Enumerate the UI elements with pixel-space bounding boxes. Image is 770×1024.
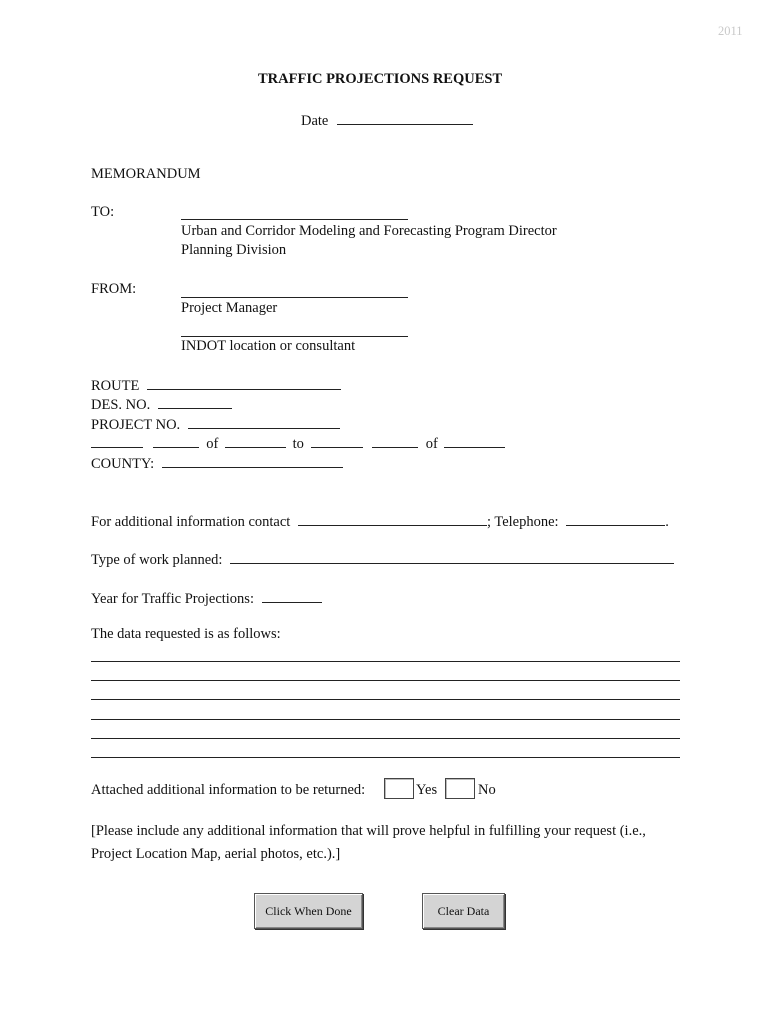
range-field-1[interactable] [91, 432, 143, 448]
from-location-field[interactable] [181, 320, 408, 337]
des-label: DES. NO. [91, 397, 151, 413]
yes-label: Yes [416, 782, 438, 798]
location-range-row [91, 432, 505, 453]
of-label-2: of [425, 436, 438, 452]
from-caption-location: INDOT location or consultant [181, 338, 356, 354]
project-row [91, 413, 340, 434]
to-field[interactable] [181, 203, 408, 220]
year-projection-label: Year for Traffic Projections: [91, 591, 254, 607]
clear-data-button[interactable]: Clear Data [422, 893, 505, 929]
to-recipient-division: Planning Division [181, 242, 287, 258]
route-field[interactable] [147, 374, 341, 390]
year-projection-row [91, 587, 322, 608]
range-field-5[interactable] [372, 432, 418, 448]
telephone-label: ; Telephone: [486, 514, 559, 530]
data-requested-label: The data requested is as follows: [91, 626, 281, 642]
memorandum-heading: MEMORANDUM [91, 166, 201, 182]
data-line-1[interactable] [91, 661, 680, 662]
from-name-field[interactable] [181, 281, 408, 298]
contact-period: . [665, 514, 669, 530]
des-field[interactable] [158, 393, 232, 409]
des-row [91, 393, 232, 414]
to-range-label: to [292, 436, 304, 452]
to-label: TO: [91, 204, 115, 220]
data-line-5[interactable] [91, 738, 680, 739]
to-recipient-title: Urban and Corridor Modeling and Forecasting Program Director [181, 223, 557, 239]
contact-field[interactable] [298, 510, 487, 526]
route-label: ROUTE [91, 378, 140, 394]
from-caption-project-manager: Project Manager [181, 300, 278, 316]
range-field-2[interactable] [153, 432, 199, 448]
county-label: COUNTY: [91, 456, 155, 472]
data-line-3[interactable] [91, 699, 680, 700]
telephone-field[interactable] [566, 510, 665, 526]
note-line-1: [Please include any additional information that will prove helpful in fulfilling your request (i.e., [91, 823, 646, 839]
county-field[interactable] [162, 452, 343, 468]
from-label: FROM: [91, 281, 137, 297]
year-label: 2011 [718, 24, 743, 38]
attached-label: Attached additional information to be returned: [91, 782, 366, 798]
date-row [301, 109, 473, 130]
date-field[interactable] [337, 109, 473, 125]
year-projection-field[interactable] [262, 587, 322, 603]
data-line-2[interactable] [91, 680, 680, 681]
range-field-6[interactable] [444, 432, 505, 448]
project-field[interactable] [188, 413, 340, 429]
contact-label: For additional information contact [91, 514, 291, 530]
range-field-3[interactable] [225, 432, 286, 448]
route-row [91, 374, 341, 395]
yes-checkbox[interactable] [384, 778, 414, 799]
data-line-4[interactable] [91, 719, 680, 720]
county-row [91, 452, 343, 473]
click-when-done-button[interactable]: Click When Done [254, 893, 363, 929]
contact-row [91, 510, 669, 531]
project-label: PROJECT NO. [91, 417, 181, 433]
no-checkbox[interactable] [445, 778, 475, 799]
date-label: Date [301, 113, 329, 129]
of-label-1: of [206, 436, 219, 452]
work-label: Type of work planned: [91, 552, 223, 568]
note-line-2: Project Location Map, aerial photos, etc.).] [91, 846, 341, 862]
page-title: TRAFFIC PROJECTIONS REQUEST [258, 71, 503, 87]
work-row [91, 548, 674, 569]
no-label: No [478, 782, 496, 798]
work-field[interactable] [230, 548, 674, 564]
data-line-6[interactable] [91, 757, 680, 758]
range-field-4[interactable] [311, 432, 363, 448]
